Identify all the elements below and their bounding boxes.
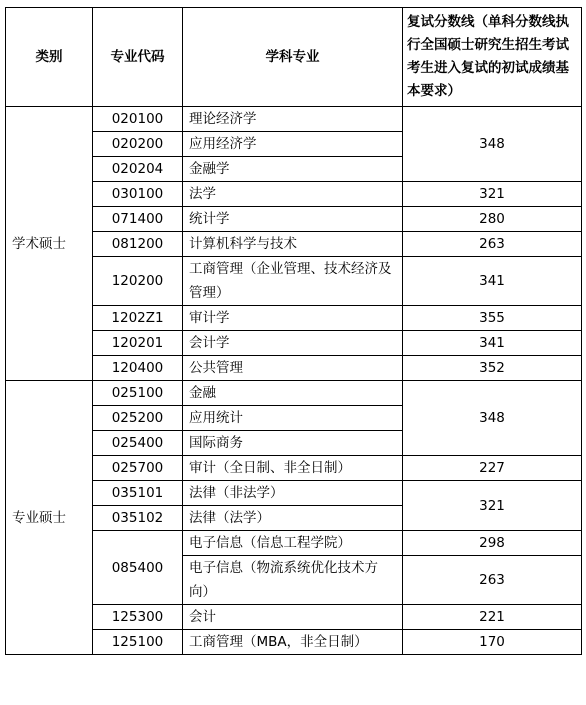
major-cell: 电子信息（信息工程学院） [183, 531, 403, 556]
code-cell: 081200 [93, 232, 183, 257]
major-cell: 应用统计 [183, 406, 403, 431]
code-cell: 025200 [93, 406, 183, 431]
score-cell: 298 [403, 531, 582, 556]
table-row [6, 306, 582, 331]
table-row [6, 232, 582, 257]
table-header-row [6, 8, 582, 107]
score-cell: 263 [403, 232, 582, 257]
header-major: 学科专业 [183, 8, 403, 107]
code-cell: 035101 [93, 481, 183, 506]
code-cell: 085400 [93, 531, 183, 605]
score-cell: 221 [403, 605, 582, 630]
major-cell: 审计（全日制、非全日制） [183, 456, 403, 481]
major-cell: 理论经济学 [183, 107, 403, 132]
category-academic: 学术硕士 [6, 107, 93, 381]
major-cell: 工商管理（MBA，非全日制） [183, 630, 403, 655]
code-cell: 120201 [93, 331, 183, 356]
major-cell: 电子信息（物流系统优化技术方向） [183, 556, 403, 605]
code-cell: 1202Z1 [93, 306, 183, 331]
major-cell: 审计学 [183, 306, 403, 331]
code-cell: 035102 [93, 506, 183, 531]
score-cell: 355 [403, 306, 582, 331]
major-cell: 计算机科学与技术 [183, 232, 403, 257]
major-cell: 法学 [183, 182, 403, 207]
table-row [6, 207, 582, 232]
score-table [5, 7, 582, 655]
major-cell: 工商管理（企业管理、技术经济及管理） [183, 257, 403, 306]
major-cell: 公共管理 [183, 356, 403, 381]
table-row [6, 331, 582, 356]
score-cell: 280 [403, 207, 582, 232]
code-cell: 025700 [93, 456, 183, 481]
code-cell: 020100 [93, 107, 183, 132]
header-score: 复试分数线（单科分数线执行全国硕士研究生招生考试考生进入复试的初试成绩基本要求） [403, 8, 582, 107]
major-cell: 会计 [183, 605, 403, 630]
table-row [6, 481, 582, 506]
table-row [6, 356, 582, 381]
code-cell: 020204 [93, 157, 183, 182]
code-cell: 120200 [93, 257, 183, 306]
table-row [6, 605, 582, 630]
major-cell: 统计学 [183, 207, 403, 232]
category-professional: 专业硕士 [6, 381, 93, 655]
score-cell: 321 [403, 182, 582, 207]
major-cell: 金融 [183, 381, 403, 406]
code-cell: 125100 [93, 630, 183, 655]
table-row [6, 456, 582, 481]
major-cell: 法律（非法学） [183, 481, 403, 506]
major-cell: 金融学 [183, 157, 403, 182]
score-cell: 352 [403, 356, 582, 381]
score-cell: 321 [403, 481, 582, 531]
score-cell: 170 [403, 630, 582, 655]
code-cell: 125300 [93, 605, 183, 630]
table-row [6, 107, 582, 132]
header-code: 专业代码 [93, 8, 183, 107]
code-cell: 030100 [93, 182, 183, 207]
table-row [6, 381, 582, 406]
score-cell: 263 [403, 556, 582, 605]
code-cell: 025100 [93, 381, 183, 406]
code-cell: 025400 [93, 431, 183, 456]
major-cell: 会计学 [183, 331, 403, 356]
code-cell: 020200 [93, 132, 183, 157]
major-cell: 应用经济学 [183, 132, 403, 157]
major-cell: 国际商务 [183, 431, 403, 456]
score-cell: 341 [403, 331, 582, 356]
code-cell: 120400 [93, 356, 183, 381]
score-cell: 348 [403, 107, 582, 182]
code-cell: 071400 [93, 207, 183, 232]
score-cell: 341 [403, 257, 582, 306]
score-cell: 348 [403, 381, 582, 456]
score-cell: 227 [403, 456, 582, 481]
header-category: 类别 [6, 8, 93, 107]
table-row [6, 182, 582, 207]
major-cell: 法律（法学） [183, 506, 403, 531]
